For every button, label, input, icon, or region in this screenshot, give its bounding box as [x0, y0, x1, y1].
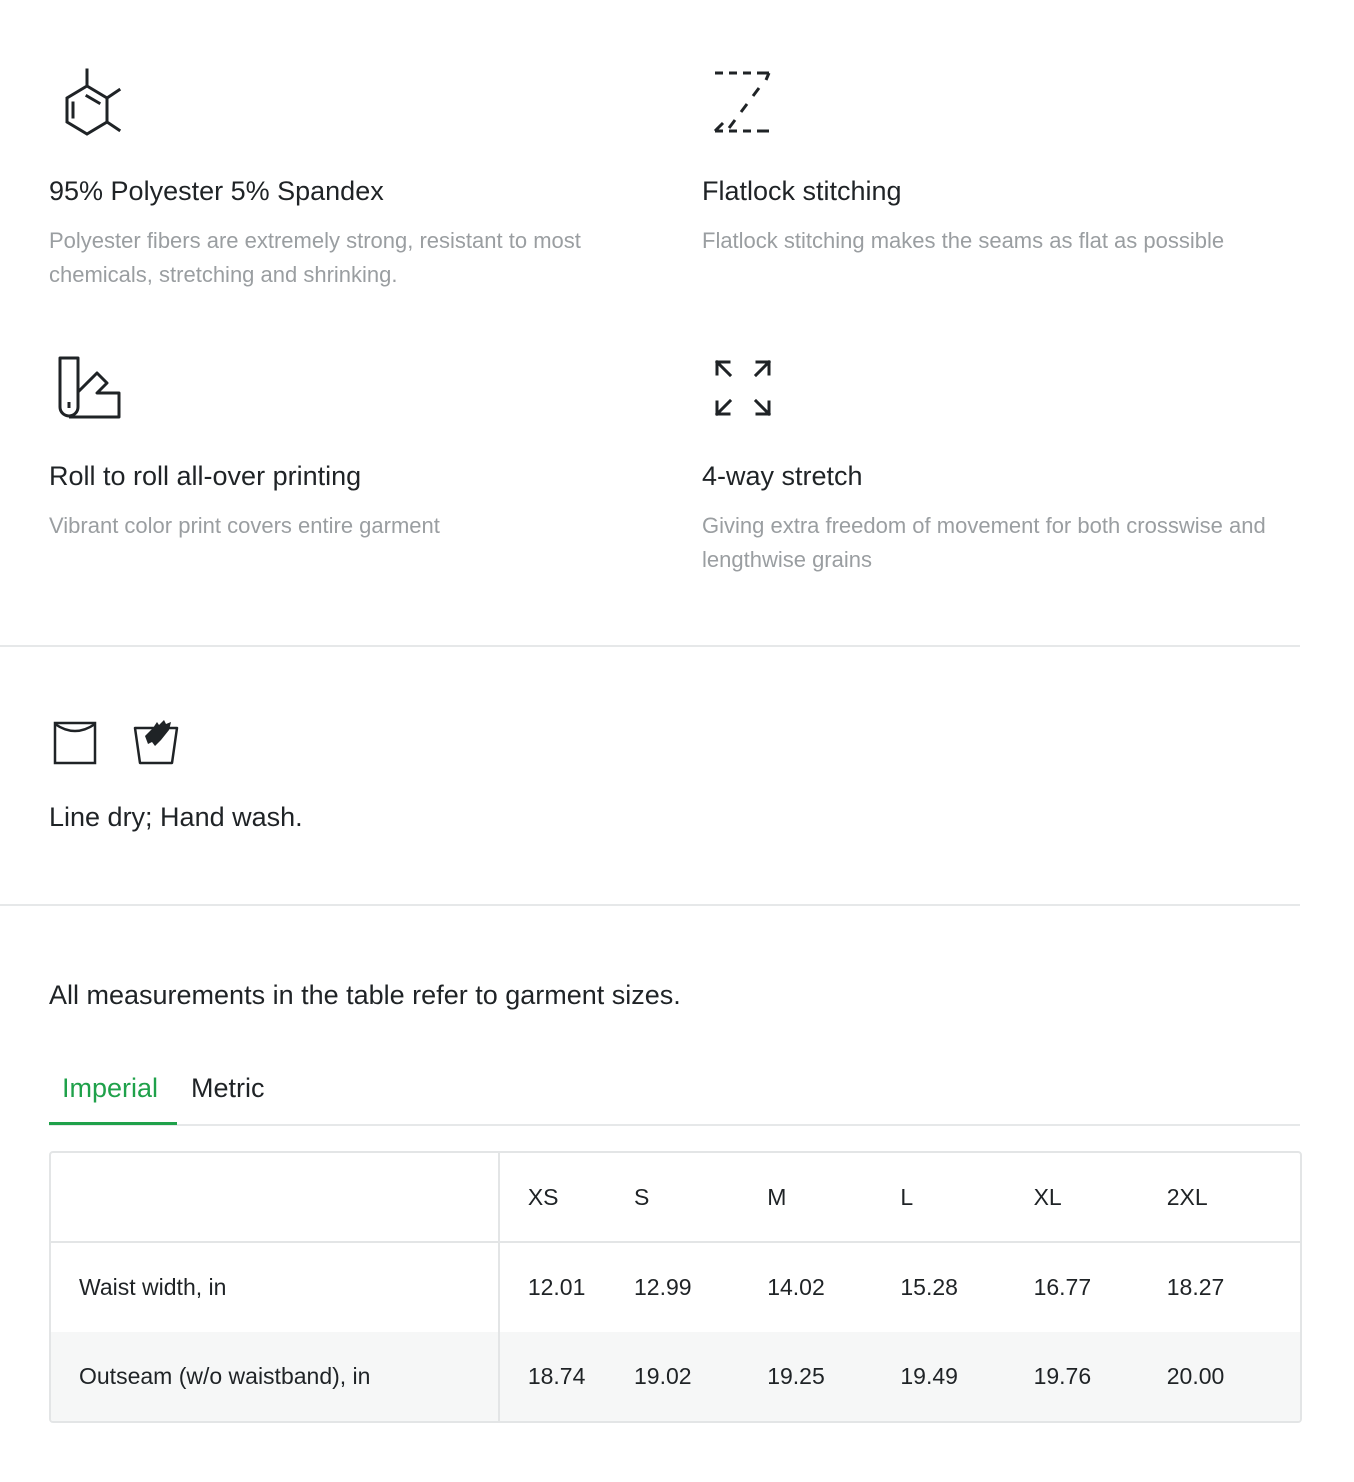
print-roll-icon	[49, 352, 125, 428]
polyester-molecule-icon	[49, 66, 125, 142]
row-label: Waist width, in	[51, 1242, 499, 1331]
table-row	[51, 1332, 1300, 1421]
divider	[0, 645, 1300, 647]
table-cell: 14.02	[767, 1273, 825, 1300]
feature-polyester	[49, 66, 649, 306]
four-way-arrows-icon	[702, 352, 778, 428]
features-section	[0, 0, 1354, 646]
size-header: S	[634, 1183, 650, 1210]
feature-flatlock	[702, 66, 1302, 306]
table-cell: 15.28	[900, 1273, 958, 1300]
hand-wash-icon	[131, 718, 181, 768]
table-cell: 18.74	[527, 1362, 586, 1389]
divider	[0, 904, 1300, 906]
feature-description: Polyester fibers are extremely strong, resistant to most chemicals, stretching and shrinking.	[49, 228, 581, 287]
size-header: M	[767, 1183, 787, 1210]
line-dry-icon	[49, 718, 99, 768]
feature-printing	[49, 352, 649, 552]
feature-stretch	[702, 352, 1302, 592]
row-label: Outseam (w/o waistband), in	[51, 1332, 499, 1421]
table-cell: 18.27	[1166, 1273, 1225, 1300]
table-cell: 12.01	[527, 1273, 586, 1300]
table-cell: 19.02	[634, 1362, 692, 1389]
table-header-row	[51, 1153, 1300, 1242]
table-cell: 12.99	[634, 1273, 692, 1300]
feature-description: Vibrant color print covers entire garment	[49, 513, 440, 538]
table-row	[51, 1242, 1300, 1331]
table-cell: 20.00	[1166, 1362, 1225, 1389]
feature-description: Flatlock stitching makes the seams as flat as possible	[702, 228, 1225, 253]
table-cell: 19.76	[1033, 1362, 1092, 1389]
size-header: 2XL	[1166, 1183, 1208, 1210]
size-header: XS	[527, 1183, 559, 1210]
table-corner-cell	[51, 1153, 499, 1242]
feature-title: 95% Polyester 5% Spandex	[49, 176, 384, 206]
size-header: XL	[1033, 1183, 1062, 1210]
feature-title: Flatlock stitching	[702, 176, 902, 206]
tab-metric[interactable]: Metric	[191, 1073, 265, 1103]
feature-description: Giving extra freedom of movement for both crosswise and lengthwise grains	[702, 513, 1266, 572]
flatlock-stitch-icon	[702, 66, 778, 142]
tab-imperial[interactable]: Imperial	[49, 1062, 177, 1125]
care-instructions: Line dry; Hand wash.	[49, 802, 303, 832]
measurements-note: All measurements in the table refer to garment sizes.	[49, 980, 681, 1010]
feature-title: 4-way stretch	[702, 461, 863, 491]
unit-tabs	[49, 1062, 1300, 1126]
size-table	[49, 1151, 1302, 1423]
table-cell: 19.49	[900, 1362, 958, 1389]
table-cell: 19.25	[767, 1362, 825, 1389]
table-cell: 16.77	[1033, 1273, 1092, 1300]
feature-title: Roll to roll all-over printing	[49, 461, 362, 491]
size-table-grid	[51, 1153, 1300, 1421]
size-header: L	[900, 1183, 914, 1210]
